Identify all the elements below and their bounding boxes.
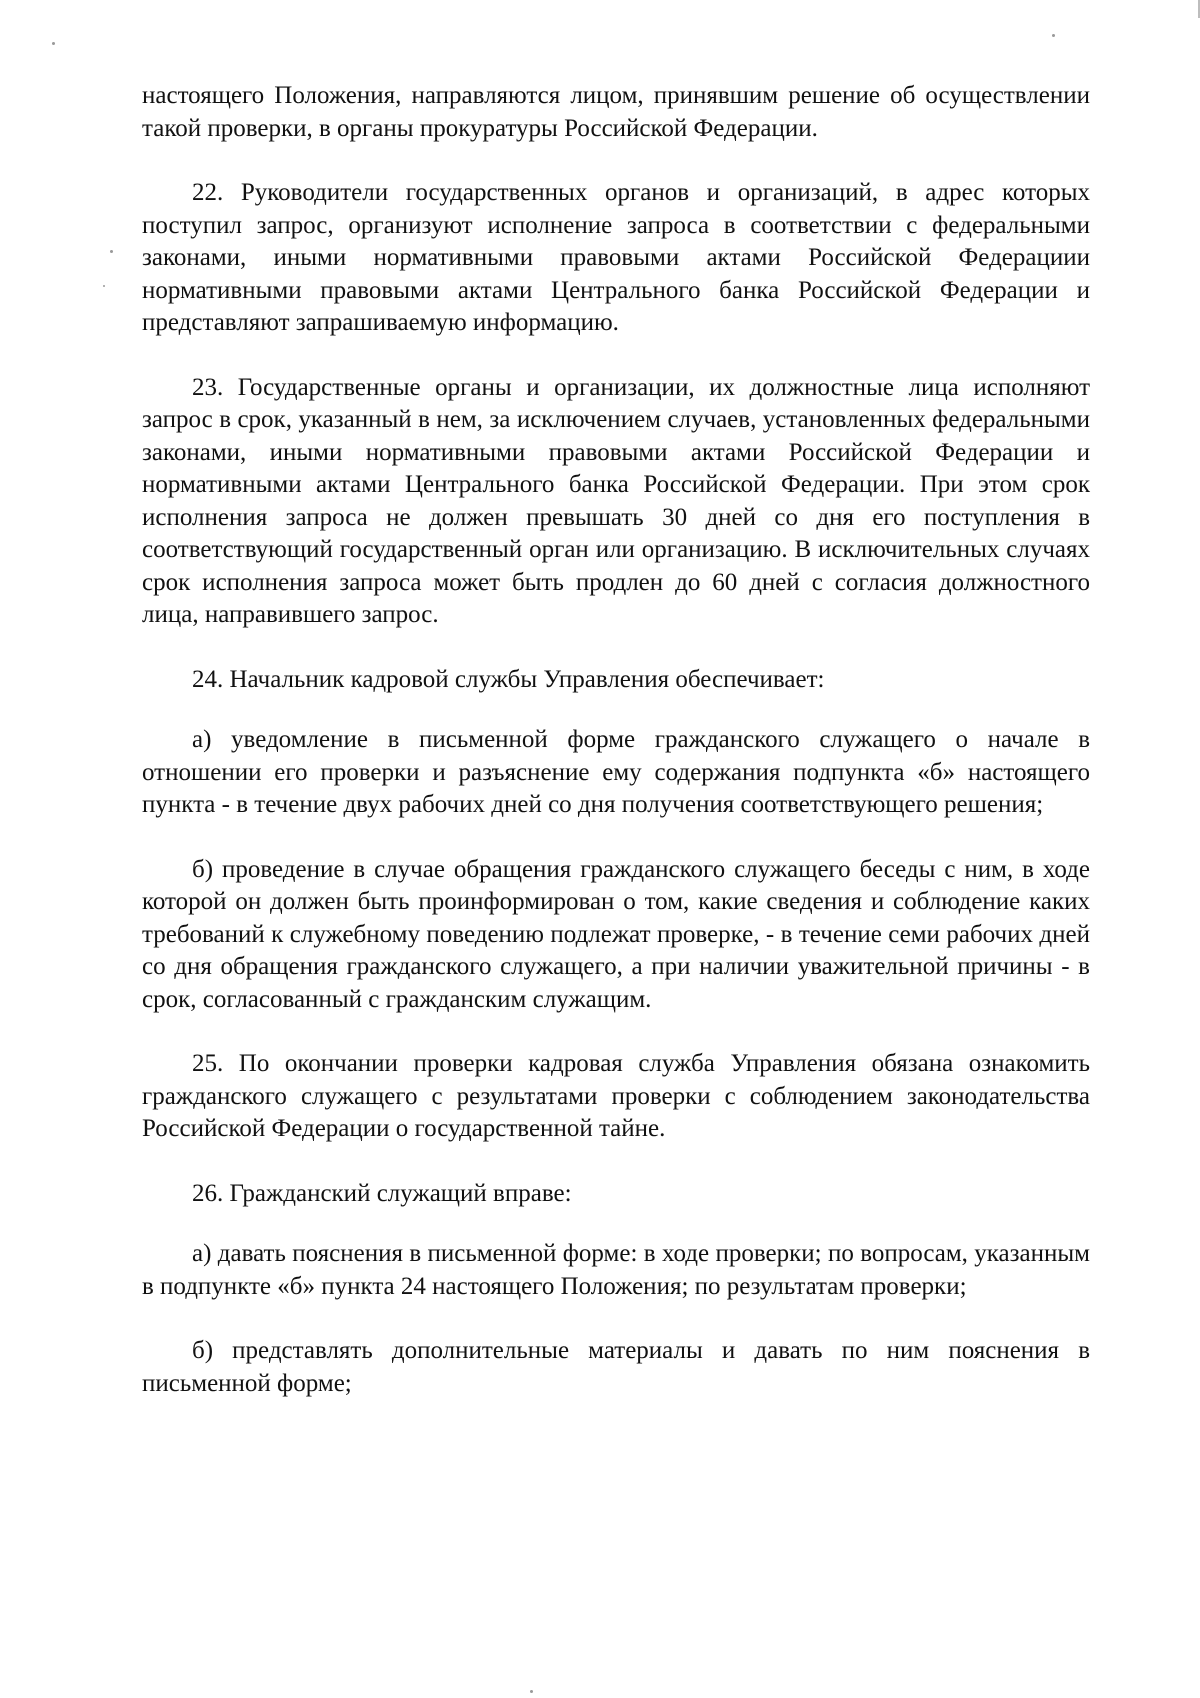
scan-speck [52,42,55,45]
paragraph-26: 26. Гражданский служащий вправе: [192,1179,572,1207]
paragraph-24b: б) проведение в случае обращения гражданского служащего беседы с ним, в ходе которой он должен быть проинформирован о том, какие сведения и соблюдение каких требований к служебному поведению подлежат проверке, - в течение семи рабочих дней со дня обращения гражданского служащего, а при наличии уважительной причины - в срок, согласованный с гражданским служащим. [142,855,1090,1013]
paragraph-24: 24. Начальник кадровой службы Управления обеспечивает: [192,665,825,693]
paragraph-26b: б) представлять дополнительные материалы и давать по ним пояснения в письменной форме; [142,1337,1090,1397]
paragraph-26a: а) давать пояснения в письменной форме: в ходе проверки; по вопросам, указанным в подпункте «б» пункта 24 настоящего Положения; по результатам проверки; [142,1240,1090,1300]
paragraph-22: 22. Руководители государственных органов и организаций, в адрес которых поступил запрос, организуют исполнение запроса в соответствии с федеральными законами, иными нормативными правовыми актами Российской Федерациии нормативными правовыми актами Центрального банка Российской Федерации и представляют запрашиваемую информацию. [142,179,1090,336]
scan-speck [530,1690,533,1693]
paragraph-continuation: настоящего Положения, направляются лицом, принявшим решение об осуществлении такой проверки, в органы прокуратуры Российской Федерации. [142,82,1090,142]
paragraph-23: 23. Государственные органы и организации, их должностные лица исполняют запрос в срок, указанный в нем, за исключением случаев, установленных федеральными законами, иными нормативными правовыми актами Российской Федерации и нормативными актами Центрального банка Российской Федерации. При этом срок исполнения запроса не должен превышать 30 дней со дня его поступления в соответствующий государственный орган или организацию. В исключительных случаях срок исполнения запроса может быть продлен до 60 дней с согласия должностного лица, направившего запрос. [142,373,1090,628]
scan-speck [110,250,113,253]
document-body [142,80,1090,1432]
scan-speck [1052,34,1055,37]
paragraph-24a: а) уведомление в письменной форме гражданского служащего о начале в отношении его проверки и разъяснение ему содержания подпункта «б» настоящего пункта - в течение двух рабочих дней со дня получения соответствующего решения; [142,726,1090,818]
paragraph-25: 25. По окончании проверки кадровая служба Управления обязана ознакомить гражданского служащего с результатами проверки с соблюдением законодательства Российской Федерации о государственной тайне. [142,1050,1090,1142]
scan-speck [103,285,105,287]
